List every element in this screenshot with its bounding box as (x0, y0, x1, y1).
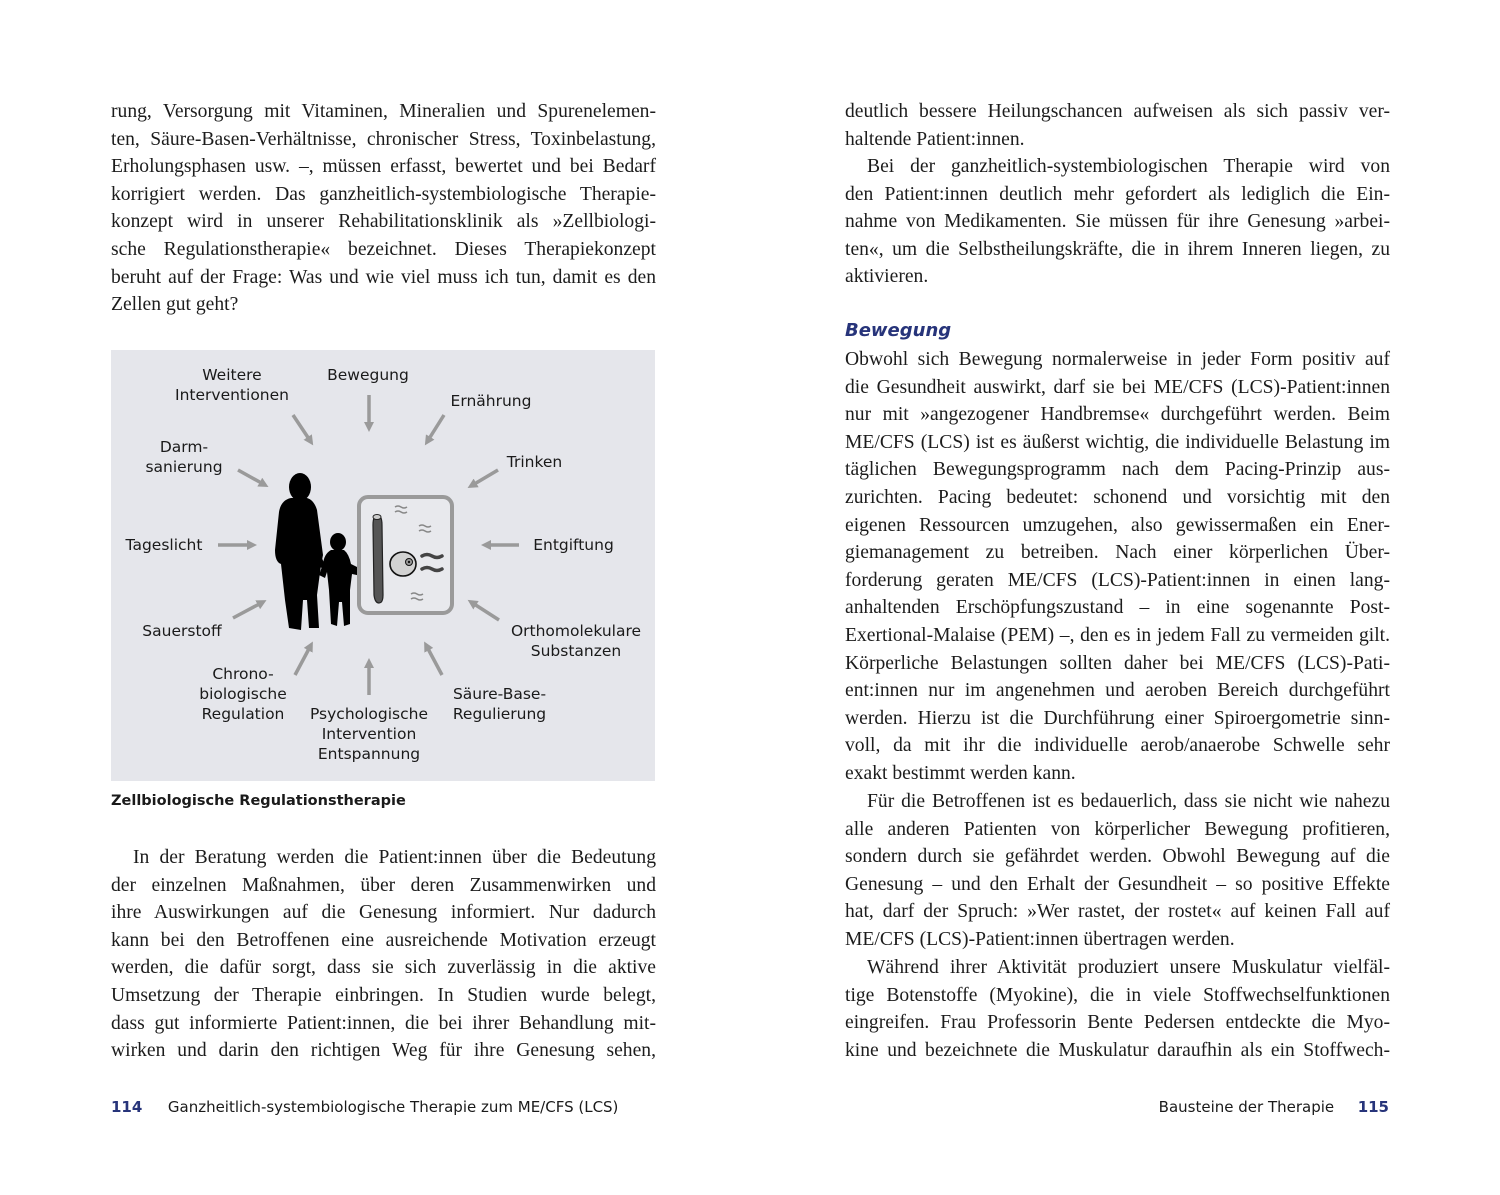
text-line: sche Regulationstherapie« bezeichnet. Dieses Therapiekonzept (111, 238, 656, 260)
text-line: Während ihrer Aktivität produziert unsere Muskulatur vielfäl- (867, 957, 1390, 978)
label-weitere-interventionen: Weitere Interventionen (175, 366, 289, 404)
text-line: Umsetzung der Therapie einbringen. In Studien wurde belegt, (111, 984, 656, 1006)
figure-zellbiologische-regulationstherapie (111, 350, 655, 781)
text-line: dass gut informierte Patient:innen, die bei ihrer Behandlung mit- (111, 1012, 656, 1034)
label-darmsanierung: Darm- sanierung (145, 438, 223, 476)
text-line: forderung geraten ME/CFS (LCS)-Patient:innen in einen lang- (845, 569, 1390, 591)
text-line: eigenen Ressourcen umzugehen, also gewissermaßen ein Ener- (845, 514, 1390, 536)
text-line: ME/CFS (LCS)-Patient:innen übertragen werden. (845, 928, 1235, 950)
text-line: beruht auf der Frage: Was und wie viel muss ich tun, damit es den (111, 266, 656, 288)
label-sauerstoff: Sauerstoff (142, 622, 222, 640)
text-line: Bei der ganzheitlich-systembiologischen Therapie wird von (867, 156, 1390, 177)
right-paragraph-5 (845, 954, 1390, 1064)
text-line: ME/CFS (LCS) ist es äußerst wichtig, die individuelle Belastung im (845, 431, 1390, 453)
text-line: ten, Säure-Basen-Verhältnisse, chronischer Stress, Toxinbelastung, (111, 128, 656, 150)
paragraph-bottom (111, 844, 656, 1065)
adult-silhouette-icon (275, 473, 325, 630)
text-line: ten«, um die Selbstheilungskräfte, die in ihrem Inneren liegen, zu (845, 238, 1390, 260)
text-line: konzept wird in unserer Rehabilitationsklinik als »Zellbiologi- (111, 211, 656, 233)
cell-icon (359, 497, 452, 613)
text-line: zurichten. Pacing bedeutet: schonend und vorsichtig mit den (845, 486, 1390, 508)
right-paragraph-4 (845, 788, 1390, 954)
text-line: voll, da mit ihr die individuelle aerob/anaerobe Schwelle sehr (845, 735, 1390, 757)
text-line: exakt bestimmt werden kann. (845, 762, 1076, 784)
text-line: anhaltenden Erschöpfungszustand – in eine sogenannte Post- (845, 597, 1390, 619)
text-line: Zellen gut geht? (111, 294, 239, 316)
text-line: nur mit »angezogener Handbremse« durchgeführt werden. Beim (845, 404, 1390, 426)
text-line: werden. Hierzu ist die Durchführung einer Spiroergometrie sinn- (845, 707, 1390, 729)
page-number: 114 (111, 1098, 143, 1116)
text-line: tige Botenstoffe (Myokine), die in viele Stoffwechselfunktionen (845, 984, 1390, 1006)
text-line: nahme von Medikamenten. Sie müssen für ihre Genesung »arbei- (845, 211, 1390, 233)
text-line: der einzelnen Maßnahmen, über deren Zusammenwirken und (111, 874, 656, 896)
text-line: kann bei den Betroffenen eine ausreichende Motivation erzeugt (111, 929, 656, 951)
text-line: eingreifen. Frau Professorin Bente Pedersen entdeckte die Myo- (845, 1012, 1390, 1034)
label-psychologische-intervention: Psychologische Intervention Entspannung (309, 705, 429, 763)
text-line: die Gesundheit auswirkt, darf sie bei ME/CFS (LCS)-Patient:innen (845, 376, 1390, 398)
text-line: Für die Betroffenen ist es bedauerlich, dass sie nicht wie nahezu (867, 791, 1390, 812)
text-line: Genesung – und den Erhalt der Gesundheit – so positive Effekte (845, 873, 1390, 895)
text-line: hat, darf der Spruch: »Wer rastet, der rostet« auf keinen Fall auf (845, 901, 1390, 923)
text-line: Obwohl sich Bewegung normalerweise in jeder Form positiv auf (845, 349, 1390, 370)
text-line: sondern durch sie gefährdet werden. Obwohl Bewegung auf die (845, 846, 1390, 868)
text-line: Körperliche Belastungen sollten daher bei ME/CFS (LCS)-Pati- (845, 652, 1390, 674)
left-footer (111, 1098, 618, 1116)
label-orthomolekulare-substanzen: Orthomolekulare Substanzen (510, 622, 642, 660)
right-paragraph-1 (845, 98, 1390, 153)
right-paragraph-3 (845, 346, 1390, 788)
label-bewegung: Bewegung (327, 366, 409, 384)
label-chronobiologische-regulation: Chrono- biologische Regulation (199, 665, 287, 723)
running-title: Bausteine der Therapie (1158, 1098, 1335, 1116)
text-line: giemanagement zu betreiben. Nach einer körperlichen Über- (845, 542, 1390, 564)
right-footer (1159, 1098, 1389, 1116)
text-line: Erholungsphasen usw. –, müssen erfasst, bewertet und bei Bedarf (111, 156, 656, 178)
text-line: kine und bezeichnete die Muskulatur daraufhin als ein Stoffwech- (845, 1039, 1390, 1061)
text-line: haltende Patient:innen. (845, 128, 1025, 150)
text-line: Exertional-Malaise (PEM) –, den es in jedem Fall zu vermeiden gilt. (845, 624, 1390, 646)
label-tageslicht: Tageslicht (125, 536, 203, 554)
text-line: ent:innen nur im angenehmen und aeroben Bereich durchgeführt (845, 680, 1390, 702)
text-line: wirken und darin den richtigen Weg für ihre Genesung sehen, (111, 1040, 656, 1062)
text-line: aktivieren. (845, 266, 929, 288)
text-line: täglichen Bewegungsprogramm nach dem Pacing-Prinzip aus- (845, 459, 1390, 481)
section-heading-bewegung: Bewegung (845, 320, 952, 341)
text-line: deutlich bessere Heilungschancen aufweisen als sich passiv ver- (845, 101, 1390, 122)
figure-caption: Zellbiologische Regulationstherapie (111, 793, 406, 809)
label-trinken: Trinken (506, 453, 563, 471)
right-paragraph-2 (845, 153, 1390, 291)
text-line: rung, Versorgung mit Vitaminen, Mineralien und Spurenelemen- (111, 101, 656, 122)
text-line: In der Beratung werden die Patient:innen über die Bedeutung (133, 847, 656, 868)
running-title: Ganzheitlich-systembiologische Therapie zum ME/CFS (LCS) (167, 1098, 619, 1116)
text-line: ihre Auswirkungen auf die Genesung informiert. Nur dadurch (111, 902, 656, 924)
label-ernaehrung: Ernährung (450, 392, 532, 410)
text-line: werden, die dafür sorgt, dass sie sich zuverlässig in die aktive (111, 957, 656, 979)
paragraph-top (111, 98, 656, 319)
text-line: korrigiert werden. Das ganzheitlich-systembiologische Therapie- (111, 183, 656, 205)
label-entgiftung: Entgiftung (533, 536, 614, 554)
text-line: den Patient:innen deutlich mehr gefordert als lediglich die Ein- (845, 183, 1390, 205)
text-line: alle anderen Patienten von körperlicher Bewegung profitieren, (845, 818, 1390, 840)
label-saeure-base-regulierung: Säure-Base- Regulierung (452, 685, 547, 723)
page-number: 115 (1357, 1098, 1389, 1116)
